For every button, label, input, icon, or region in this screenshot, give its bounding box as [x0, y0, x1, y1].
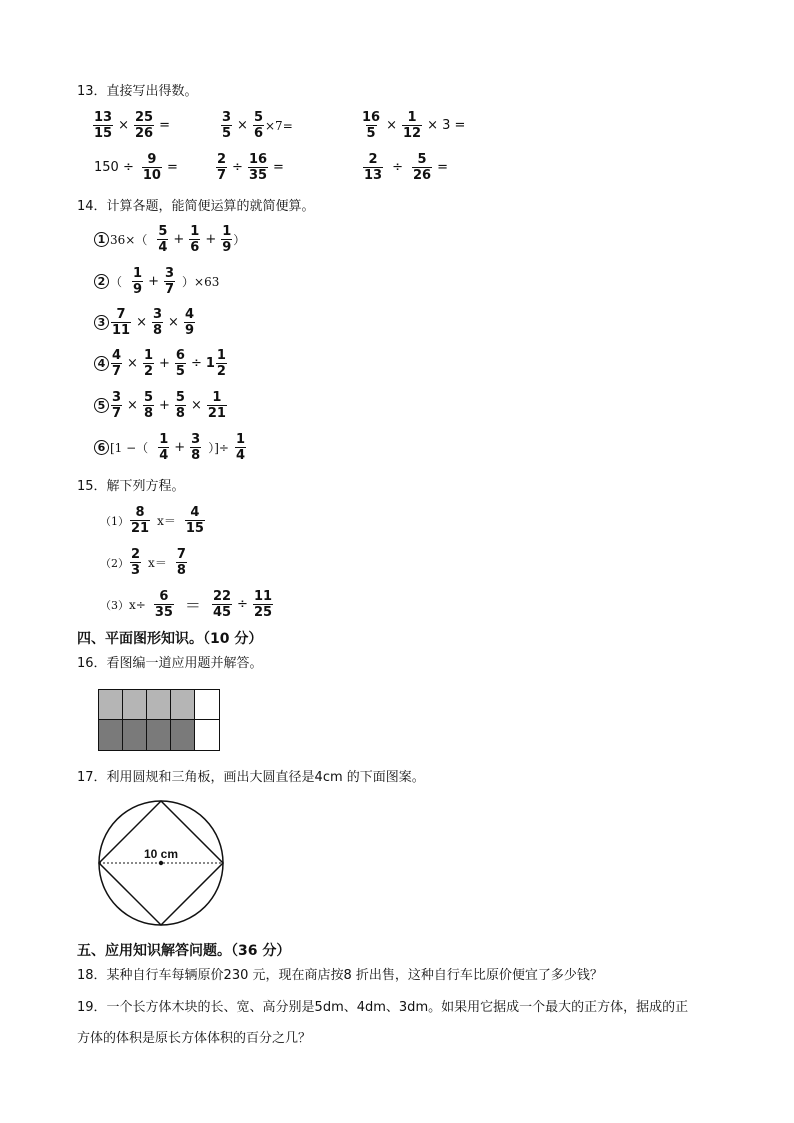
q13-r2-a: 150 ÷ $\frac{9}{10}$ = [94, 152, 178, 183]
grid-cell-shaded [123, 720, 147, 750]
q13-title: 13．直接写出得数。 [77, 84, 198, 99]
grid-cell-shaded [171, 720, 195, 750]
q15-eq-2: （2） 2 3 x＝ 7 8 [100, 547, 186, 578]
grid-cell-shaded [99, 720, 123, 750]
circled-number: 3 [94, 315, 109, 330]
grid-cell-shaded [147, 720, 171, 750]
q14-expr-1: 1 36×（ 5 4 + $\frac{1}{6}$ + $\frac{1}{9}$ ） [94, 224, 245, 255]
q14-title: 14．计算各题，能简便运算的就简便算。 [77, 199, 315, 214]
q13-r2-c: $\frac{2}{13}$ ÷ $\frac{5}{26}$ = [364, 152, 448, 183]
circled-number: 4 [94, 356, 109, 371]
grid-cell-shaded [171, 690, 195, 720]
circled-number: 2 [94, 274, 109, 289]
q14-expr-3: 3 $\frac{7}{11}$ × $\frac{3}{8}$ × $\frac{4}{9}$ [94, 307, 196, 338]
circled-number: 1 [94, 232, 109, 247]
q13-r2-b: $\frac{2}{7}$ ÷ $\frac{16}{35}$ = [217, 152, 284, 183]
q14-expr-6: 6 [1 −（ 1 4 + $\frac{3}{8}$ ）]÷ $\frac{1}{4}$ [94, 432, 247, 463]
circled-number: 5 [94, 398, 109, 413]
center-dot [159, 861, 163, 865]
grid-cell-shaded [147, 690, 171, 720]
q19-text-line2: 方体的体积是原长方体体积的百分之几？ [77, 1031, 312, 1046]
q13-r1-a: $\frac{13}{15}$ × $\frac{25}{26}$ = [94, 110, 170, 141]
q17-title: 17．利用圆规和三角板，画出大圆直径是4cm 的下面图案。 [77, 770, 425, 785]
shaded-grid-figure [98, 689, 220, 751]
q15-title: 15．解下列方程。 [77, 479, 185, 494]
section-4-heading: 四、平面图形知识。（10 分） [77, 631, 263, 647]
section-5-heading: 五、应用知识解答问题。（36 分） [77, 943, 291, 959]
q16-title: 16．看图编一道应用题并解答。 [77, 656, 263, 671]
circle-square-figure [95, 797, 229, 931]
q19-text-line1: 19．一个长方体木块的长、宽、高分别是5dm、4dm、3dm。如果用它据成一个最大的正方体，据成的正 [77, 1000, 689, 1015]
circled-number: 6 [94, 440, 109, 455]
diameter-label: 10 cm [143, 847, 179, 861]
q14-expr-4: 4 $\frac{4}{7}$ × $\frac{1}{2}$ + $\frac{6}{5}$ ÷ 1 1 2 [94, 348, 228, 379]
q18-text: 18．某种自行车每辆原价230 元，现在商店按8 折出售，这种自行车比原价便宜了多少钱？ [77, 968, 603, 983]
grid-cell-empty [195, 690, 219, 720]
q13-r1-c: $\frac{16}{5}$ × $\frac{1}{12}$ × 3 = [362, 110, 466, 141]
q13-r1-b: $\frac{3}{5}$ × $\frac{5}{6}$ ×7= [222, 110, 293, 141]
q14-expr-2: 2 （ 1 9 + $\frac{3}{7}$ ）×63 [94, 266, 219, 297]
q14-expr-5: 5 $\frac{3}{7}$ × $\frac{5}{8}$ + $\frac{5}{8}$ × $\frac{1}{21}$ [94, 390, 228, 421]
q15-eq-3: （3） x÷ $\frac{6}{35}$ ＝ $\frac{22}{45}$ ÷ $\frac{11}{25}$ [100, 589, 273, 620]
grid-cell-shaded [123, 690, 147, 720]
q15-eq-1: （1） 8 21 x＝ 4 15 [100, 505, 204, 536]
grid-cell-shaded [99, 690, 123, 720]
grid-cell-empty [195, 720, 219, 750]
